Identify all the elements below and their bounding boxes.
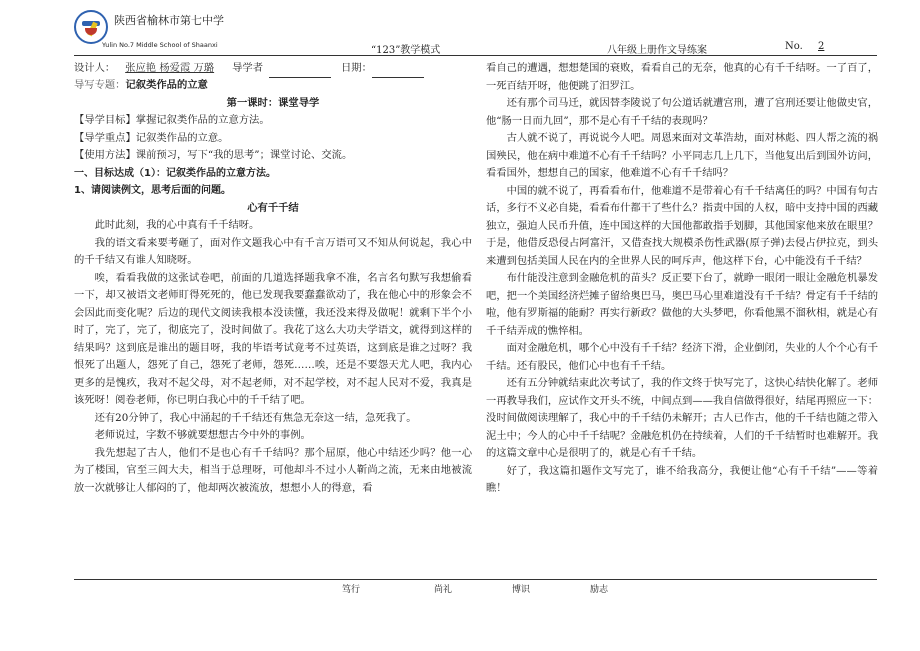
teaching-mode-title: “123”教学模式 <box>371 45 441 56</box>
essay-paragraph: 还有20分钟了，我心中涌起的千千结还有焦急无奈这一结，急死我了。 <box>94 411 417 424</box>
essay-paragraph: 中国的就不说了，再看看布什，他难道不是带着心有千千结离任的吗？中国有句古话，多行不义必自毙，看看布什都干了些什么？指责中国的人权，暗中支持中国的西藏独立，强迫人民币升值，连中国这样的大国他都敢指手划脚，其他国家他来放在眼里？于是，他借反恐侵占阿富汗，又借查找大规模杀伤性武器(原子弹)去侵占伊拉克，到头来遭到包括美国人民在内的全世界人民的呵斥声，他这样下台，心中能没有千千结？ <box>486 184 878 267</box>
header-divider <box>74 55 877 56</box>
grade-label: 八年级上册作文导练案 <box>607 45 707 56</box>
section-subheading: 1、请阅读例文，思考后面的问题。 <box>74 185 231 196</box>
school-name-en: Yulin No.7 Middle School of Shaanxi <box>102 41 218 49</box>
topic-row <box>74 77 472 95</box>
essay-paragraph: 好了，我这篇扣题作文写完了，谁不给我高分，我便让他“心有千千结”——等着瞧！ <box>486 464 878 494</box>
footer-motto: 励志 <box>590 585 609 595</box>
number-value: 2 <box>818 41 825 52</box>
left-column <box>74 60 472 497</box>
school-name-cn: 陕西省榆林市第七中学 <box>114 14 224 27</box>
footer-divider <box>74 579 877 580</box>
goal-item: 【导学目标】掌握记叙类作品的立意方法。 <box>74 114 270 126</box>
essay-title: 心有千千结 <box>247 201 299 214</box>
essay-paragraph: 还有那个司马迁，就因替李陵说了句公道话就遭宫刑，遭了宫刑还要让他做史官，他“肠一日而九回”，那不是心有千千结的表现吗？ <box>486 97 878 127</box>
school-logo <box>74 10 108 44</box>
essay-paragraph: 此时此刻，我的心中真有千千结呀。 <box>94 219 260 231</box>
goal-item: 【使用方法】课前预习，写下“我的思考”；课堂讨论、交流。 <box>74 149 353 161</box>
essay-paragraph: 还有五分钟就结束此次考试了，我的作文终于快写完了，这快心结快化解了。老师一再教导我们，应试作文开头不统，中间点到——我自信做得很好，结尾再照应一下：没时间做阅读理解了，我心中的千千结仍未解开；古人已作古，他的千千结也随之带入泥土中；今人的心中千千结呢？金融危机仍在持续着，人们的千千结暂时也难解开。我的这篇文章中心是很明了的，就是心有千千结。 <box>486 377 878 459</box>
designer-label: 设计人： <box>74 62 116 74</box>
essay-paragraph: 唉，看看我做的这张试卷吧，前面的几道选择题我拿不准，名言名句默写我想偷看一下，却又被语文老师盯得死死的，他已发现我要蠢蠢欲动了，我在他心中的形象会不会因此而变化呢？后边的现代文阅读我根本没读懂，我还没来得及做呢！就剩下半个小时了，完了，完了，彻底完了，没时间做了。我花了这么大功夫学语文，就得到这样的结果吗？这到底是谁出的题目呀，我的毕语考试竟考不过英语，这到底是谁之过呀？我恨死了出题人，怨死了自己，怨死了老师，怨死……唉，还是不要怨天尤人吧，我内心更多的是愧疚，我对不起父母，对不起老师，对不起学校，对不起人民对不爱，我真是该死呀！阅卷老师，你已明白我心中的千千结了吧。 <box>74 271 472 406</box>
footer-motto: 笃行 <box>342 585 361 595</box>
essay-paragraph: 面对金融危机，哪个心中没有千千结？经济下滑，企业倒闭，失业的人个个心有千千结。还有股民，他们心中也有千千结。 <box>486 342 878 372</box>
essay-paragraph: 古人就不说了，再说说今人吧。周恩来面对文革浩劫，面对林彪、四人帮之流的祸国殃民，他在病中难道不心有千千结吗？小平同志几上几下，当他复出后到国外访问，看看国外，想想自己的国家，他难道不心有千千结吗？ <box>486 132 878 179</box>
essay-paragraph: 我先想起了古人，他们不是也心有千千结吗？那个屈原，他心中结还少吗？他一心为了楼国，官至三闾大夫，相当于总理呀，可他却斗不过小人靳尚之流，无来由地被流放一次就够让人郁闷的了，他却两次被流放，想想小人的得意，看 <box>74 446 472 494</box>
topic-label: 导写专题： <box>74 79 126 91</box>
right-column <box>486 60 878 498</box>
footer-motto: 尚礼 <box>434 585 453 595</box>
date-label: 日期： <box>341 62 372 74</box>
lesson-heading: 第一课时：课堂导学 <box>226 96 320 109</box>
guide-person-label: 导学者 <box>232 62 263 74</box>
essay-paragraph: 老师说过，字数不够就要想想古今中外的事例。 <box>94 429 311 441</box>
footer-motto: 博识 <box>512 585 531 595</box>
number-label: No. <box>785 41 803 52</box>
date-blank[interactable] <box>372 65 424 78</box>
section-heading: 一、目标达成（1）：记叙类作品的立意方法。 <box>74 167 276 179</box>
designer-row <box>74 60 472 77</box>
goal-item: 【导学重点】记叙类作品的立意。 <box>74 131 229 144</box>
essay-paragraph: 我的语文看来要考砸了，面对作文题我心中有千言万语可又不知从何说起，我心中的千千结又有谁人知晓呀。 <box>74 236 472 266</box>
essay-paragraph: 看自己的遭遇，想想楚国的衰败，看看自己的无奈，他真的心有千千结呀。一了百了，一死百结开呀，他便跳了汨罗江。 <box>486 62 878 92</box>
topic-value: 记叙类作品的立意 <box>125 79 208 91</box>
guide-person-blank[interactable] <box>269 65 331 78</box>
designer-names: 张应艳 杨爱霞 万璐 <box>125 62 215 74</box>
essay-paragraph: 布什能没注意到金融危机的苗头？反正要下台了，就睁一眼闭一眼让金融危机暴发吧，把一个美国经济烂摊子留给奥巴马，奥巴马心里难道没有千千结？骨定有千千结的啦，他有罗斯福的能耐？再实行新政？做他的大头梦吧，你看他黑不溜秋相，就是心有千千结弄成的憔悴相。 <box>486 272 878 337</box>
